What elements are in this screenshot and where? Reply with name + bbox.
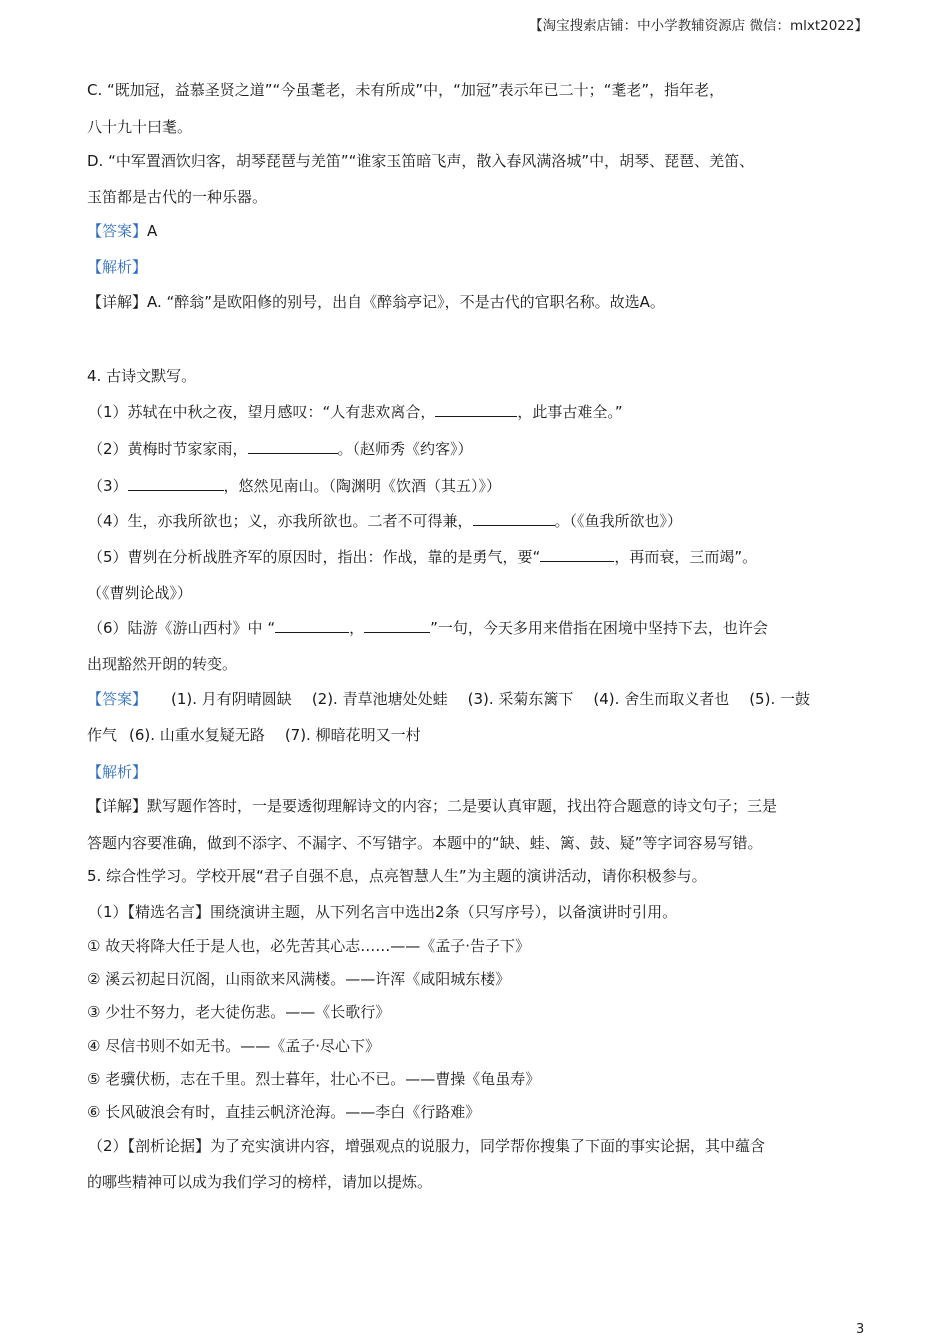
blank-line	[128, 475, 224, 491]
q4-item-6: （6）陆游《游山西村》中 “ ， ”一句，今天多用来借指在困境中坚持下去，也许会	[88, 619, 768, 637]
q4-detail-line2: 答题内容要准确，做到不添字、不漏字、不写错字。本题中的“缺、蛙、篱、鼓、疑”等字词容易写错。	[87, 834, 763, 852]
q5-title: 5. 综合性学习。学校开展“君子自强不息，点亮智慧人生”为主题的演讲活动，请你积极参与。	[87, 867, 707, 885]
q4-item-5-source: （《曹刿论战》）	[87, 584, 193, 602]
page-header: 【淘宝搜索店铺：中小学教辅资源店 微信：mlxt2022】	[529, 18, 868, 34]
q4-item-1: （1）苏轼在中秋之夜，望月感叹：“人有悲欢离合， ，此事古难全。”	[88, 403, 623, 421]
q4-title: 4. 古诗文默写。	[87, 367, 197, 385]
q5-quote-1: ① 故天将降大任于是人也，必先苦其心志……——《孟子·告子下》	[87, 937, 530, 955]
answer-tag: 【答案】	[87, 690, 148, 708]
blank-line	[248, 438, 338, 454]
blank-line	[435, 401, 517, 417]
q4-item-6-cont: 出现豁然开朗的转变。	[87, 655, 238, 673]
q4-detail-line1: 【详解】默写题作答时，一是要透彻理解诗文的内容；二是要认真审题，找出符合题意的诗文句子；三是	[87, 797, 778, 815]
q5-part2-line1: （2）【剖析论据】为了充实演讲内容，增强观点的说服力，同学帮你搜集了下面的事实论据，其中蕴含	[88, 1137, 766, 1155]
q3-answer	[87, 221, 157, 241]
q5-quote-5: ⑤ 老骥伏枥，志在千里。烈士暮年，壮心不已。——曹操《龟虽寿》	[87, 1070, 541, 1088]
blank-line	[473, 510, 555, 526]
q3-option-d-line2: 玉笛都是古代的一种乐器。	[87, 188, 268, 206]
q5-quote-6: ⑥ 长风破浪会有时，直挂云帆济沧海。——李白《行路难》	[87, 1103, 481, 1121]
page-number: 3	[856, 1322, 865, 1337]
q4-answers-line2: 作气 (6). 山重水复疑无路 (7). 柳暗花明又一村	[87, 726, 421, 744]
q3-option-c-line2: 八十九十曰耄。	[87, 118, 193, 136]
q3-analysis-tag: 【解析】	[87, 258, 148, 276]
q5-quote-4: ④ 尽信书则不如无书。——《孟子·尽心下》	[87, 1037, 380, 1055]
q4-item-5: （5）曹刿在分析战胜齐军的原因时，指出：作战，靠的是勇气，要“ ，再而衰，三而竭”。	[88, 548, 758, 566]
q3-option-d-line1: D. “中军置酒饮归客，胡琴琵琶与羌笛”“谁家玉笛暗飞声，散入春风满洛城”中，胡琴、琵琶、羌笛、	[87, 152, 755, 170]
q4-item-2: （2）黄梅时节家家雨， 。（赵师秀《约客》）	[88, 440, 473, 458]
q5-quote-3: ③ 少壮不努力，老大徒伤悲。——《长歌行》	[87, 1003, 391, 1021]
q4-answers-line1: 【答案】 (1). 月有阴晴圆缺 (2). 青草池塘处处蛙 (3). 采菊东篱下 (4). 舍生而取义者也 (5). 一鼓	[87, 690, 810, 708]
blank-line	[364, 617, 430, 633]
answer-value: A	[147, 222, 158, 240]
answer-tag: 【答案】	[87, 222, 148, 240]
q5-part2-line2: 的哪些精神可以成为我们学习的榜样，请加以提炼。	[87, 1173, 433, 1191]
q4-item-4: （4）生，亦我所欲也；义，亦我所欲也。二者不可得兼， 。（《鱼我所欲也》）	[88, 512, 683, 530]
q4-item-3: （3） ，悠然见南山。（陶渊明《饮酒（其五）》）	[88, 477, 502, 495]
q3-detail: 【详解】A. “醉翁”是欧阳修的别号，出自《醉翁亭记》，不是古代的官职名称。故选A。	[87, 293, 665, 311]
blank-line	[540, 546, 614, 562]
q5-part1: （1）【精选名言】围绕演讲主题，从下列名言中选出2条（只写序号），以备演讲时引用。	[88, 903, 678, 921]
q4-analysis-tag: 【解析】	[87, 763, 148, 781]
q5-quote-2: ② 溪云初起日沉阁，山雨欲来风满楼。——许浑《咸阳城东楼》	[87, 970, 511, 988]
blank-line	[275, 617, 349, 633]
q3-option-c-line1: C. “既加冠，益慕圣贤之道”“今虽耄老，未有所成”中，“加冠”表示年已二十；“耄老”，指年老，	[87, 81, 725, 99]
